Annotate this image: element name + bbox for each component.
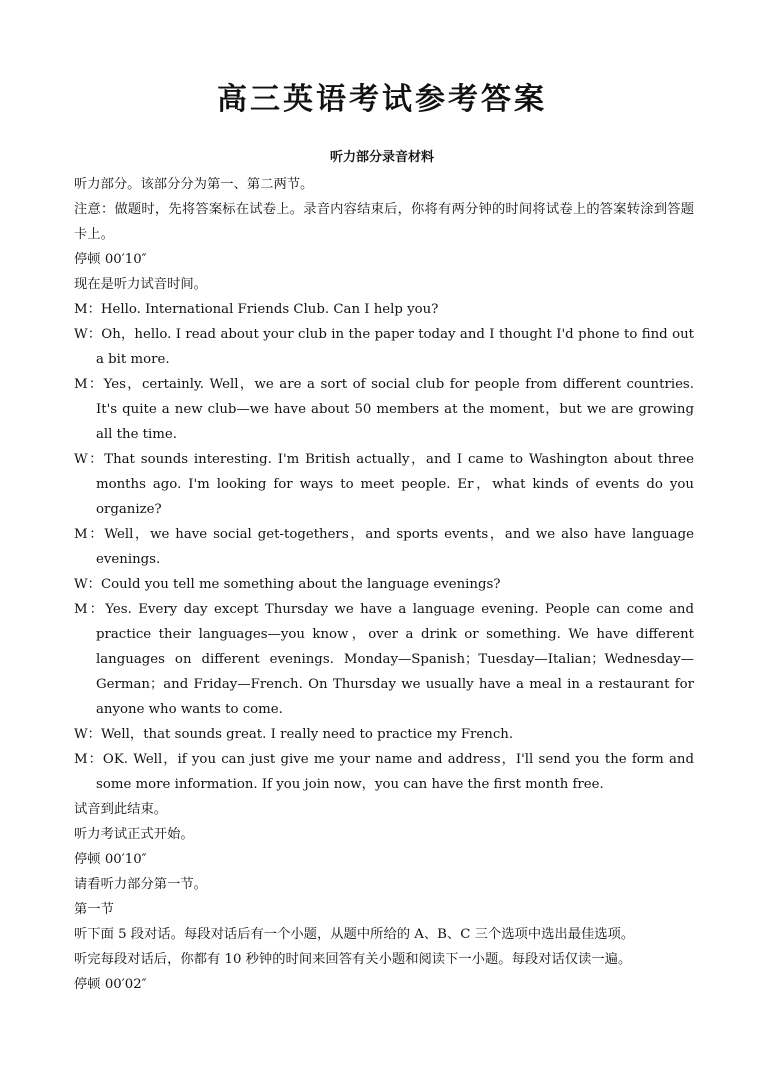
pause-marker: 停顿 00′02″ [74,977,147,992]
exam-start-line: 听力考试正式开始。 [74,827,194,842]
dialogue-turn: W：Well，that sounds great. I really need to practice my French. [74,727,514,742]
section-subtitle: 听力部分录音材料 [329,150,434,165]
section-direction: 听下面 5 段对话。每段对话后有一个小题，从题中所给的 A、B、C 三个选项中选出最佳选项。 [74,927,635,942]
dialogue-turn: W：Oh，hello. I read about your club in the paper today and I thought I'd phone to find out a bit more. [74,327,694,367]
dialogue-turn: M：Yes. Every day except Thursday we have a language evening. People can come and practice their languages—you know，over a drink or something. We have different languages on different evenings. Monday—Spanish；Tuesday—Italian；Wednesday—German；and Friday—French. On Thursday we usually have a meal in a restaurant for anyone who wants to come. [74,602,694,717]
section-heading: 第一节 [74,902,114,917]
trial-end-line: 试音到此结束。 [74,802,168,817]
notice-paragraph: 注意：做题时，先将答案标在试卷上。录音内容结束后，你将有两分钟的时间将试卷上的答案转涂到答题卡上。 [74,202,694,242]
dialogue-turn: W：Could you tell me something about the language evenings? [74,577,501,592]
dialogue-turn: W：That sounds interesting. I'm British actually，and I came to Washington about three months ago. I'm looking for ways to meet people. Er，what kinds of events do you organize? [74,452,694,517]
section-instruction: 请看听力部分第一节。 [74,877,207,892]
dialogue-turn: M：Hello. International Friends Club. Can I help you? [74,302,439,317]
trial-announcement: 现在是听力试音时间。 [74,277,207,292]
pause-marker: 停顿 00′10″ [74,852,147,867]
section-direction: 听完每段对话后，你都有 10 秒钟的时间来回答有关小题和阅读下一小题。每段对话仅读一遍。 [74,952,632,967]
dialogue-turn: M：Well，we have social get-togethers，and sports events，and we also have language evenings. [74,527,694,567]
page-title: 高三英语考试参考答案 [217,82,547,117]
document-body [74,172,694,997]
pause-marker: 停顿 00′10″ [74,252,147,267]
dialogue-turn: M：Yes，certainly. Well，we are a sort of social club for people from different countries. It's quite a new club—we have about 50 members at the moment，but we are growing all the time. [74,377,694,442]
dialogue-turn: M：OK. Well，if you can just give me your name and address，I'll send you the form and some more information. If you join now，you can have the first month free. [74,752,694,792]
intro-line: 听力部分。该部分分为第一、第二两节。 [74,177,314,192]
